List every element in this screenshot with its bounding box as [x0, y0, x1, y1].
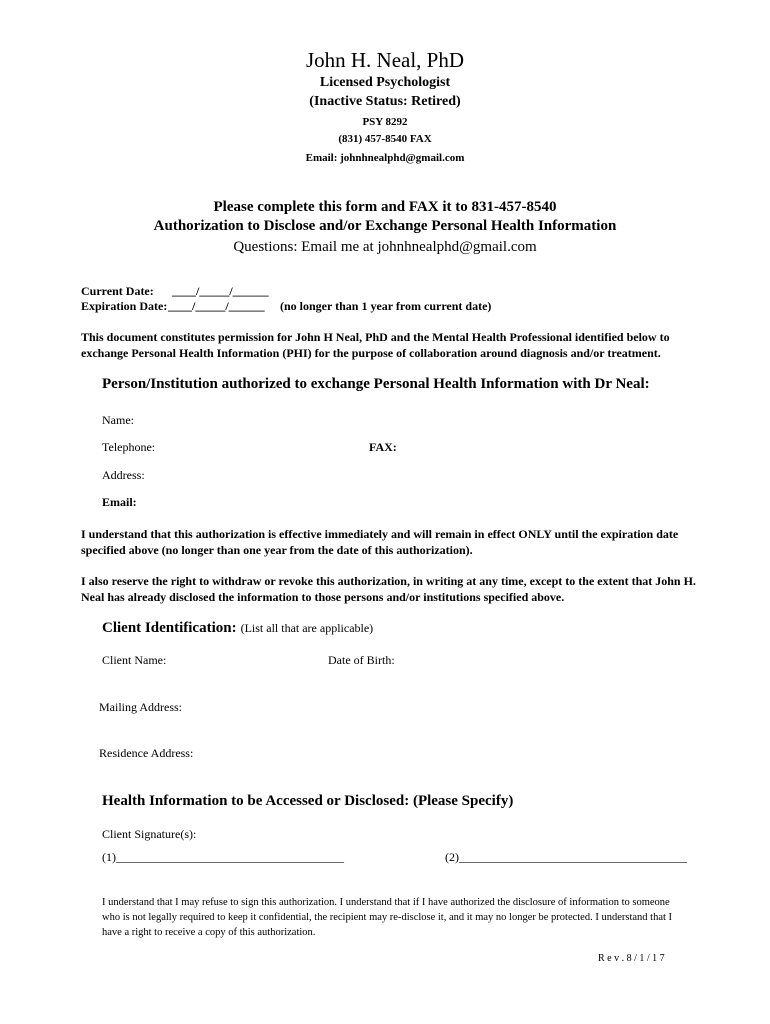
expiration-note: (no longer than 1 year from current date): [280, 299, 492, 313]
health-heading: Health Information to be Accessed or Disclosed: (Please Specify): [102, 793, 514, 809]
doctor-email: Email: johnhnealphd@gmail.com: [305, 152, 465, 164]
doctor-status: (Inactive Status: Retired): [309, 94, 461, 109]
fax-number: (831) 457-8540 FAX: [338, 133, 432, 145]
client-name-label: Client Name:: [102, 653, 167, 667]
mailing-address-label: Mailing Address:: [99, 700, 182, 714]
purpose-paragraph: This document constitutes permission for John H Neal, PhD and the Mental Health Professional identified below to exchange Personal Health Information (PHI) for the purpose of collaboration around diagnosis and/or treatment.: [81, 330, 670, 360]
signature-line-2[interactable]: (2)______________________________________: [445, 850, 687, 864]
client-heading: Client Identification:: [102, 620, 237, 636]
expiration-date-field[interactable]: ____/_____/______: [168, 299, 265, 313]
residence-address-label: Residence Address:: [99, 746, 194, 760]
expiration-date-label: Expiration Date:: [81, 299, 168, 313]
authorized-heading: Person/Institution authorized to exchange Personal Health Information with Dr Neal:: [102, 376, 650, 392]
client-heading-note: (List all that are applicable): [240, 621, 374, 635]
client-heading-row: [102, 619, 373, 637]
license-number: PSY 8292: [362, 116, 408, 128]
doctor-title: Licensed Psychologist: [319, 75, 451, 90]
current-date-field[interactable]: ____/_____/______: [172, 284, 269, 298]
client-signature-label: Client Signature(s):: [102, 827, 197, 841]
authorized-telephone-label: Telephone:: [102, 440, 156, 454]
instruction-line: Please complete this form and FAX it to 831-457-8540: [213, 199, 557, 215]
authorized-fax-label: FAX:: [369, 440, 397, 454]
revision-label: R e v . 8 / 1 / 1 7: [598, 953, 665, 964]
authorized-name-label: Name:: [102, 413, 134, 427]
date-of-birth-label: Date of Birth:: [328, 653, 395, 667]
revoke-paragraph: I also reserve the right to withdraw or revoke this authorization, in writing at any time, except to the extent that John H. Neal has already disclosed the information to those persons and/or institutions specified above.: [81, 574, 696, 604]
authorized-address-label: Address:: [102, 468, 145, 482]
effective-paragraph: I understand that this authorization is effective immediately and will remain in effect ONLY until the expiration date specified above (no longer than one year from the date of this authorization).: [81, 527, 679, 557]
form-title: Authorization to Disclose and/or Exchange Personal Health Information: [153, 218, 617, 234]
authorized-email-label: Email:: [102, 495, 137, 509]
current-date-label: Current Date:: [81, 284, 154, 298]
refusal-notice: I understand that I may refuse to sign this authorization. I understand that if I have authorized the disclosure of information to someone who is not legally required to keep it confidential, the recipient may re-disclose it, and it may no longer be protected. I understand that I have a right to receive a copy of this authorization.: [102, 897, 673, 938]
questions-line: Questions: Email me at johnhnealphd@gmail.com: [233, 239, 537, 255]
doctor-name: John H. Neal, PhD: [305, 48, 465, 72]
signature-line-1[interactable]: (1)______________________________________: [102, 850, 344, 864]
